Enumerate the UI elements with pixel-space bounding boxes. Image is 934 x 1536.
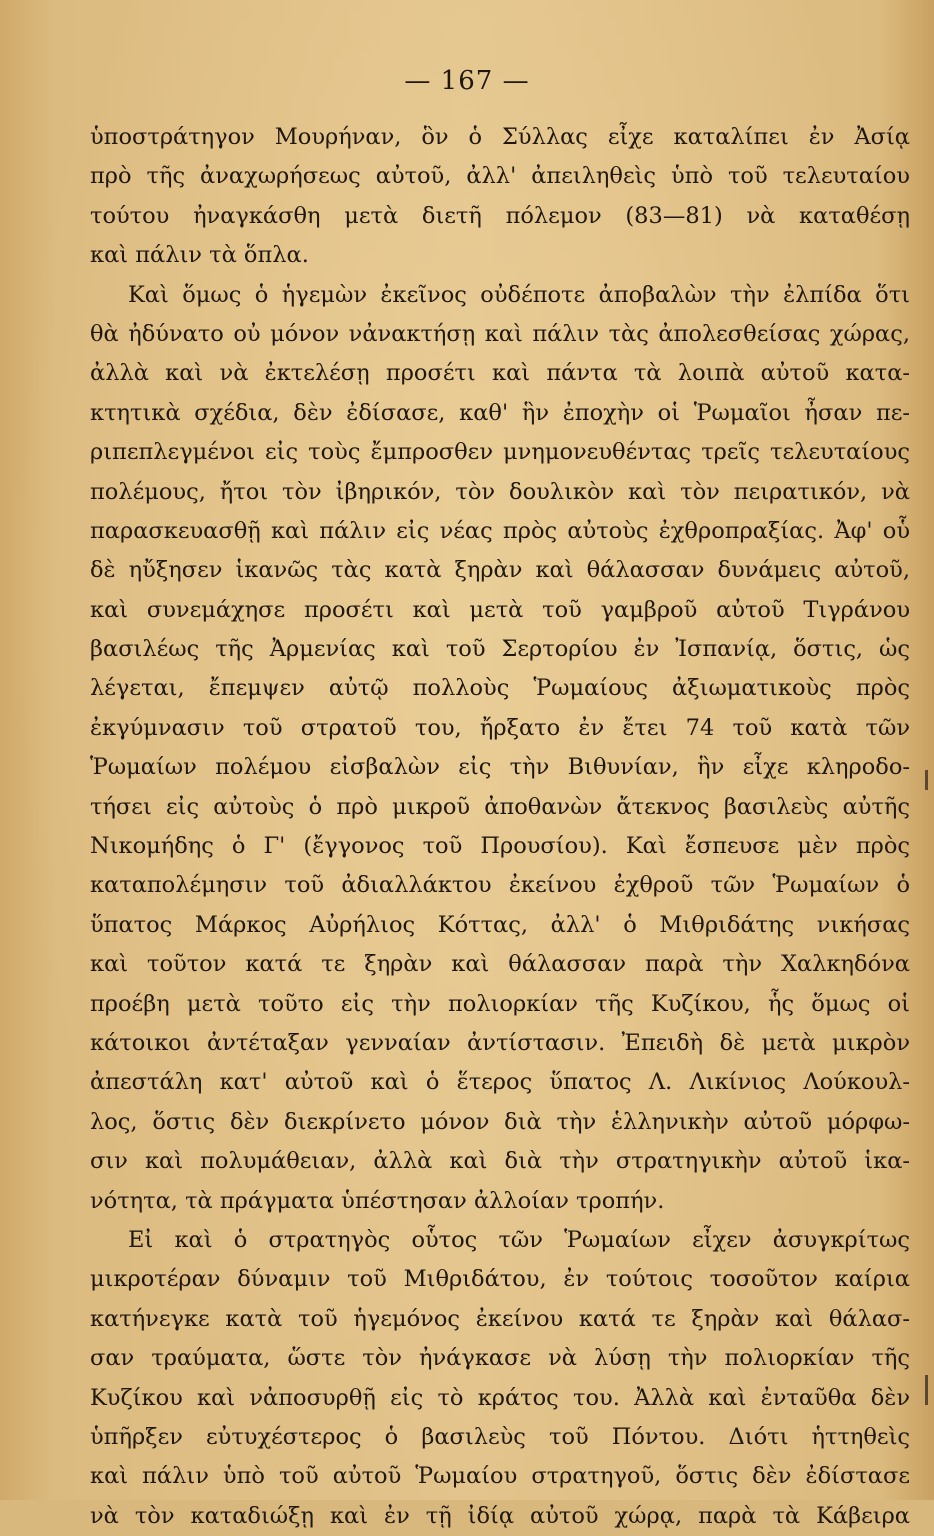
text-line: πολέμους, ἤτοι τὸν ἰβηρικόν, τὸν δουλικὸν καὶ τὸν πειρατικόν, νὰ [90,478,910,505]
text-line: μικροτέραν δύναμιν τοῦ Μιθριδάτου, ἐν τούτοις τοσοῦτον καίρια [90,1266,910,1293]
text-line: βασιλέως τῆς Ἀρμενίας καὶ τοῦ Σερτορίου ἐν Ἰσπανίᾳ, ὅστις, ὡς [90,636,910,663]
text-line: καὶ συνεμάχησε προσέτι καὶ μετὰ τοῦ γαμβροῦ αὐτοῦ Τιγράνου [90,596,910,623]
text-line: τήσει εἰς αὐτοὺς ὁ πρὸ μικροῦ ἀποθανὼν ἄτεκνος βασιλεὺς αὐτῆς [90,793,910,820]
text-line: κατήνεγκε κατὰ τοῦ ἡγεμόνος ἐκείνου κατά τε ξηρὰν καὶ θάλασ- [90,1305,910,1332]
text-line: τούτου ἠναγκάσθη μετὰ διετῆ πόλεμον (83—81) νὰ καταθέσῃ [90,202,910,229]
text-line: Ῥωμαίων πολέμου εἰσβαλὼν εἰς τὴν Βιθυνίαν, ἣν εἶχε κληροδο- [90,754,910,781]
text-line: Εἰ καὶ ὁ στρατηγὸς οὗτος τῶν Ῥωμαίων εἶχεν ἀσυγκρίτως [128,1226,910,1253]
text-line: νότητα, τὰ πράγματα ὑπέστησαν ἀλλοίαν τροπήν. [90,1187,665,1214]
text-line: Νικομήδης ὁ Γ' (ἔγγονος τοῦ Προυσίου). Καὶ ἔσπευσε μὲν πρὸς [90,833,910,860]
text-line: νὰ τὸν καταδιώξῃ καὶ ἐν τῇ ἰδίᾳ αὐτοῦ χώρᾳ, παρὰ τὰ Κάβειρα [90,1502,910,1529]
text-line: κάτοικοι ἀντέταξαν γενναίαν ἀντίστασιν. Ἐπειδὴ δὲ μετὰ μικρὸν [90,1029,910,1056]
text-line: σιν καὶ πολυμάθειαν, ἀλλὰ καὶ διὰ τὴν στρατηγικὴν αὐτοῦ ἱκα- [90,1148,910,1175]
text-line: κτητικὰ σχέδια, δὲν ἐδίσασε, καθ' ἣν ἐποχὴν οἱ Ῥωμαῖοι ἦσαν πε- [90,399,910,426]
text-line: ὕπατος Μάρκος Αὐρήλιος Κόττας, ἀλλ' ὁ Μιθριδάτης νικήσας [90,911,910,938]
text-line: ἀπεστάλη κατ' αὐτοῦ καὶ ὁ ἕτερος ὕπατος Λ. Λικίνιος Λούκουλ- [90,1069,910,1096]
text-line: καὶ πάλιν ὑπὸ τοῦ αὐτοῦ Ῥωμαίου στρατηγοῦ, ὅστις δὲν ἐδίστασε [90,1463,910,1490]
text-line: θὰ ἠδύνατο οὐ μόνον νἀνακτήσῃ καὶ πάλιν τὰς ἀπολεσθείσας χώρας, [90,320,910,347]
text-line: καὶ τοῦτον κατά τε ξηρὰν καὶ θάλασσαν παρὰ τὴν Χαλκηδόνα [90,951,910,978]
text-line: ὑποστράτηγον Μουρήναν, ὃν ὁ Σύλλας εἶχε καταλίπει ἐν Ἀσίᾳ [90,124,910,150]
text-line: παρασκευασθῇ καὶ πάλιν εἰς νέας πρὸς αὐτοὺς ἐχθροπραξίας. Ἀφ' οὗ [90,517,910,544]
page-edge-mark [925,770,928,790]
text-line: καὶ πάλιν τὰ ὅπλα. [90,242,309,269]
text-line: καταπολέμησιν τοῦ ἀδιαλλάκτου ἐκείνου ἐχθροῦ τῶν Ῥωμαίων ὁ [90,872,910,899]
text-line: σαν τραύματα, ὥστε τὸν ἠνάγκασε νὰ λύσῃ τὴν πολιορκίαν τῆς [90,1345,910,1372]
text-line: πρὸ τῆς ἀναχωρήσεως αὐτοῦ, ἀλλ' ἀπειληθεὶς ὑπὸ τοῦ τελευταίου [90,163,910,190]
text-line: λος, ὅστις δὲν διεκρίνετο μόνον διὰ τὴν ἑλληνικὴν αὐτοῦ μόρφω- [90,1108,910,1135]
text-line: δὲ ηὔξησεν ἱκανῶς τὰς κατὰ ξηρὰν καὶ θάλασσαν δυνάμεις αὐτοῦ, [90,557,910,584]
text-line: ὑπῆρξεν εὐτυχέστερος ὁ βασιλεὺς τοῦ Πόντου. Διότι ἡττηθεὶς [90,1423,910,1450]
text-line: ριπεπλεγμένοι εἰς τοὺς ἔμπροσθεν μνημονευθέντας τρεῖς τελευταίους [90,439,910,466]
text-line: ἐκγύμνασιν τοῦ στρατοῦ του, ἤρξατο ἐν ἔτει 74 τοῦ κατὰ τῶν [90,714,910,741]
text-line: λέγεται, ἔπεμψεν αὐτῷ πολλοὺς Ῥωμαίους ἀξιωματικοὺς πρὸς [90,675,910,702]
text-line: Κυζίκου καὶ νἀποσυρθῇ εἰς τὸ κράτος του. Ἀλλὰ καὶ ἐνταῦθα δὲν [90,1384,910,1411]
text-line: Καὶ ὅμως ὁ ἡγεμὼν ἐκεῖνος οὐδέποτε ἀποβαλὼν τὴν ἐλπίδα ὅτι [128,281,910,308]
text-line: προέβη μετὰ τοῦτο εἰς τὴν πολιορκίαν τῆς Κυζίκου, ἧς ὅμως οἱ [90,990,910,1017]
body-text [90,118,910,1536]
text-line: ἀλλὰ καὶ νὰ ἐκτελέσῃ προσέτι καὶ πάντα τὰ λοιπὰ αὐτοῦ κατα- [90,360,910,387]
page-number: — 167 — [404,66,530,96]
page-edge-mark [925,1375,928,1405]
